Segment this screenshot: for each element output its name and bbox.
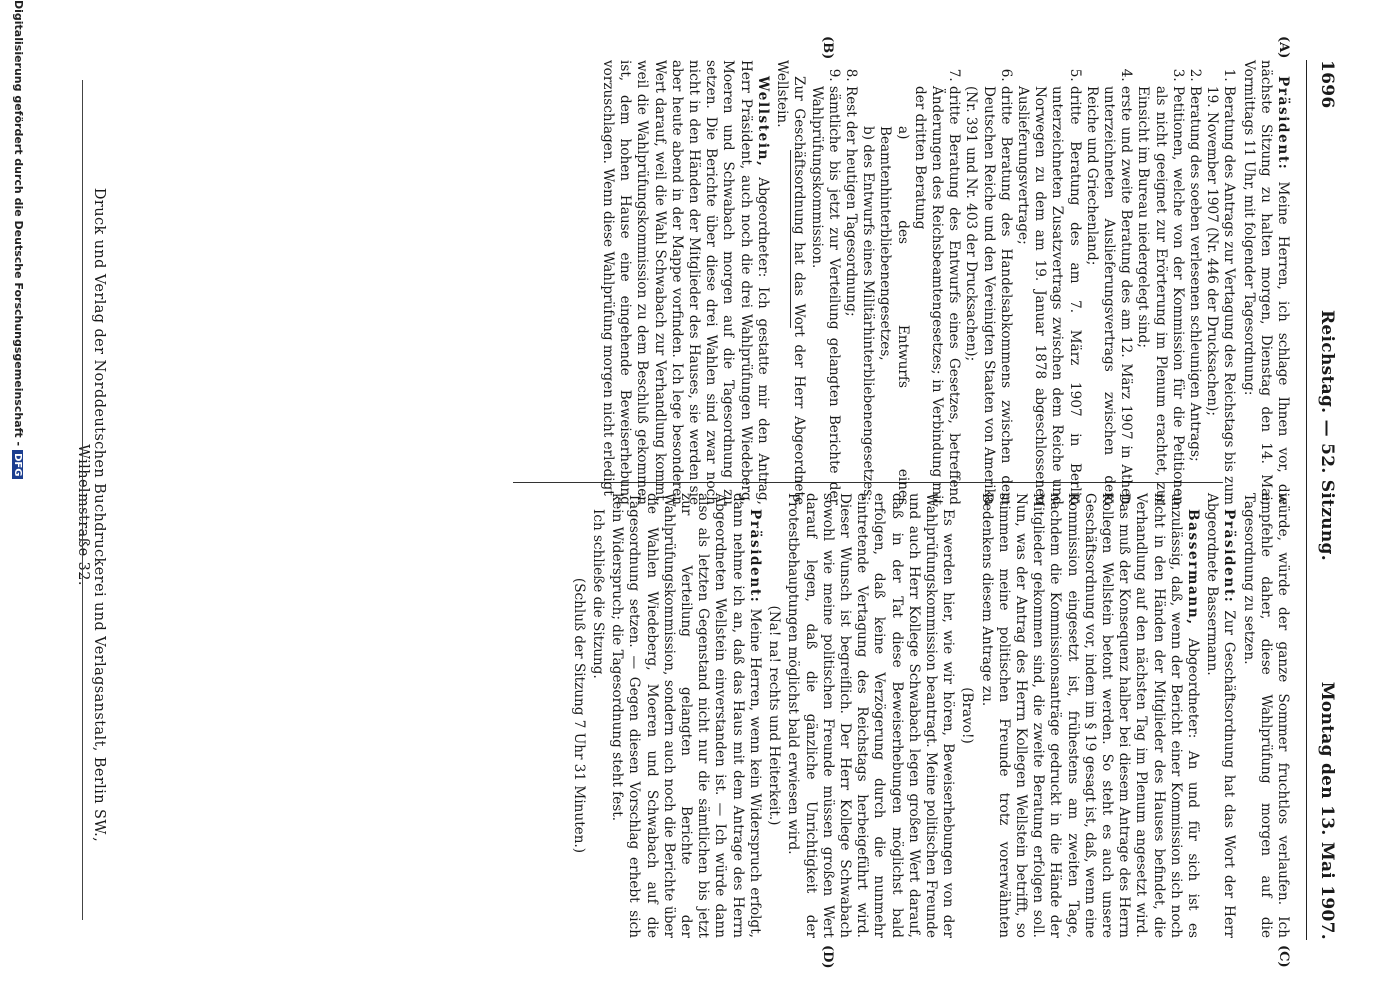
paragraph-text: Abgeordneter: Ich gestatte mir den Antrag, Herr Präsident, auch noch die drei Wahlprüfungen Wiedeberg, Moeren und Schwabach morgen auf die Tagesordnung zu setzen. Die Berichte über diese drei Wahlen sind zwar noch nicht in den Händen der Mitglieder des Hauses, sie werden sie aber heute abend in der Mappe vorfinden. Ich lege besonderen Wert darauf, weil die Wahl Schwabach zur Verhandlung kommt, weil die Wahlprüfungskommission zu dem Beschluß gekommen ist, dem hohen Hause eine eingehende Beweiserhebung vorzuschlagen. Wenn diese Wahlprüfung morgen nicht erledigt <box>600 60 771 505</box>
margin-mark-b: (B) <box>820 36 835 60</box>
speaker-name: Präsident: <box>1221 509 1238 604</box>
margin-mark-a: (A) <box>1276 36 1291 59</box>
section-rule <box>790 150 791 328</box>
agenda-sublist <box>859 86 911 505</box>
paragraph-text: Meine Herren, wenn kein Widerspruch erfolgt, dann nehme ich an, daß das Haus mit dem Antrage des Herrn Abgeordneten Wellstein einverstanden ist. — Ich würde dann also als letzten Gegenstand nicht nur die sämtlichen bis jetzt zur Verteilung gelangten Berichte der Wahlprüfungskommission, sondern auch noch die Berichte über die Wahlen Wiedeberg, Moeren und Schwabach auf die Tagesordnung setzen. — Gegen diesen Vorschlag erhebt sich kein Widerspruch; die Tagesordnung steht fest. <box>609 493 763 938</box>
paragraph-text: Zur Geschäftsordnung hat das Wort der Herr Abgeordnete Bassermann. <box>1204 493 1238 938</box>
paragraph <box>1203 493 1237 938</box>
speaker-name: Wellstein, <box>754 76 771 168</box>
margin-mark-d: (D) <box>820 945 835 969</box>
page-title: Reichstag. — 52. Sitzung. <box>1317 310 1337 561</box>
margin-mark-c: (C) <box>1276 945 1291 968</box>
closing-note: (Schluß der Sitzung 7 Uhr 31 Minuten.) <box>570 577 587 854</box>
page-header <box>1307 60 1337 940</box>
speaker-name: Präsident: <box>746 509 763 604</box>
printer-imprint: Druck und Verlag der Norddeutschen Buchdruckerei und Verlagsanstalt, Berlin SW., Wilhelmstraße 32. <box>75 187 107 843</box>
left-column <box>597 60 1291 505</box>
paragraph: Es werden hier, wie wir hören, Beweiserhebungen von der Wahlprüfungskommission beantragt. Meine politischen Freunde und auch Herr Kollege Schwabach legen großen Wert darauf, daß in der Tat diese Beweiserhebungen möglichst bald erfolgen, daß keine Verzögerung durch die nunmehr eintretende Vertagung des Reichstags herbeigeführt wird. Dieser Wunsch ist begreiflich. Der Herr Kollege Schwabach sowohl wie meine politischen Freunde müssen großen Wert darauf legen, daß die gänzliche Unrichtigkeit der Protestbehauptungen möglichst bald erwiesen wird. <box>785 493 957 938</box>
paragraph <box>977 493 1201 938</box>
agenda-item <box>859 86 962 505</box>
header-rule <box>1306 60 1307 940</box>
speaker-name: Präsident: <box>1275 76 1291 171</box>
paragraph: würde, würde der ganze Sommer fruchtlos verlaufen. Ich empfehle daher, diese Wahlprüfung morgen auf die Tagesordnung zu setzen. <box>1240 493 1291 938</box>
agenda-item: 2. Beratung des soeben verlesenen schleunigen Antrags; <box>1186 86 1203 505</box>
agenda-item: 1. Beratung des Antrags zur Vertagung des Reichstags bis zum 19. November 1907 (Nr. 446 der Drucksachen); <box>1203 86 1237 505</box>
speaker-name: Bassermann, <box>1184 509 1201 626</box>
right-column <box>568 493 1291 938</box>
interjection: (Bravo!) <box>959 687 976 744</box>
interjection: (Na! na! rechts und Heiterkeit.) <box>766 605 783 826</box>
agenda-subitem: b) des Entwurfs eines Militärhinterbliebenengesetzes; <box>860 126 877 501</box>
session-date: Montag den 13. Mai 1907. <box>1317 681 1337 940</box>
agenda-item: 5. dritte Beratung des am 7. März 1907 in Berlin unterzeichneten Zusatzvertrags zwischen dem Reiche und Norwegen zu dem am 19. Januar 1878 abgeschlossenen Auslieferungsvertrage; <box>1014 86 1083 505</box>
footer-rule <box>82 80 83 920</box>
agenda-item: 3. Petitionen, welche von der Kommission für die Petitionen als nicht geeignet zur Erörterung im Plenum erachtet, zur Einsicht im Bureau niedergelegt sind; <box>1134 86 1186 505</box>
paragraph: Zur Geschäftsordnung hat das Wort der Herr Abgeordnete Wellstein. <box>774 60 808 505</box>
agenda-subitem: a) des Entwurfs eines Beamtenhinterbliebenengesetzes, <box>877 126 911 505</box>
paragraph: Ich schließe die Sitzung. <box>590 509 607 679</box>
agenda-item: 8. Rest der heutigen Tagesordnung; <box>842 86 859 505</box>
agenda-item: 4. erste und zweite Beratung des am 12. März 1907 in Athen unterzeichneten Auslieferungsvertrags zwischen dem Reiche und Griechenland; <box>1083 86 1135 505</box>
paragraph <box>1239 60 1291 505</box>
paragraph <box>608 493 763 938</box>
agenda-list <box>807 60 1237 505</box>
agenda-item: 9. sämtliche bis jetzt zur Verteilung gelangten Berichte der Wahlprüfungskommission. <box>807 86 841 505</box>
paragraph-text: Abgeordneter: An und für sich ist es unzulässig, daß, wenn der Bericht einer Kommission sich noch nicht in den Händen der Mitglieder des Hauses befindet, die Verhandlung auf den nächsten Tag im Plenum angesetzt wird. Das muß der Konsequenz halber bei diesem Antrage des Herrn Kollegen Wellstein betont werden. So steht es auch unsere Geschäftsordnung vor, indem im § 19 gesagt ist, daß, wenn eine Kommission eingesetzt ist, frühestens am zweiten Tage, nachdem die Kommissionsanträge gedruckt in die Hände der Mitglieder gekommen sind, die zweite Beratung erfolgen soll. Nun, was der Antrag des Herrn Kollegen Wellstein betrifft, so stimmen meine politischen Freunde trotz vorerwähnten Bedenkens diesem Antrage zu. <box>978 493 1201 938</box>
agenda-item: 6. dritte Beratung des Handelsabkommens zwischen dem Deutschen Reiche und den Vereinigten Staaten von Amerika (Nr. 391 und Nr. 403 der Drucksachen); <box>962 86 1014 505</box>
page-number: 1696 <box>1317 60 1337 109</box>
dfg-note-text: Digitalisierung gefördert durch die Deutsche Forschungsgemeinschaft - <box>12 0 25 447</box>
paragraph-text: Meine Herren, ich schlage Ihnen vor, die nächste Sitzung zu halten morgen, Dienstag den 14. Mai, Vormittags 11 Uhr, mit folgender Tagesordnung: <box>1240 60 1291 505</box>
dfg-logo: DFG <box>12 450 23 479</box>
paragraph <box>599 60 771 505</box>
digitization-note <box>12 0 25 1000</box>
agenda-item-text: dritte Beratung des Entwurfs eines Gesetzes, betreffend Änderungen des Reichsbeamtengesetzes; in Verbindung mit der dritten Beratung <box>911 86 963 505</box>
